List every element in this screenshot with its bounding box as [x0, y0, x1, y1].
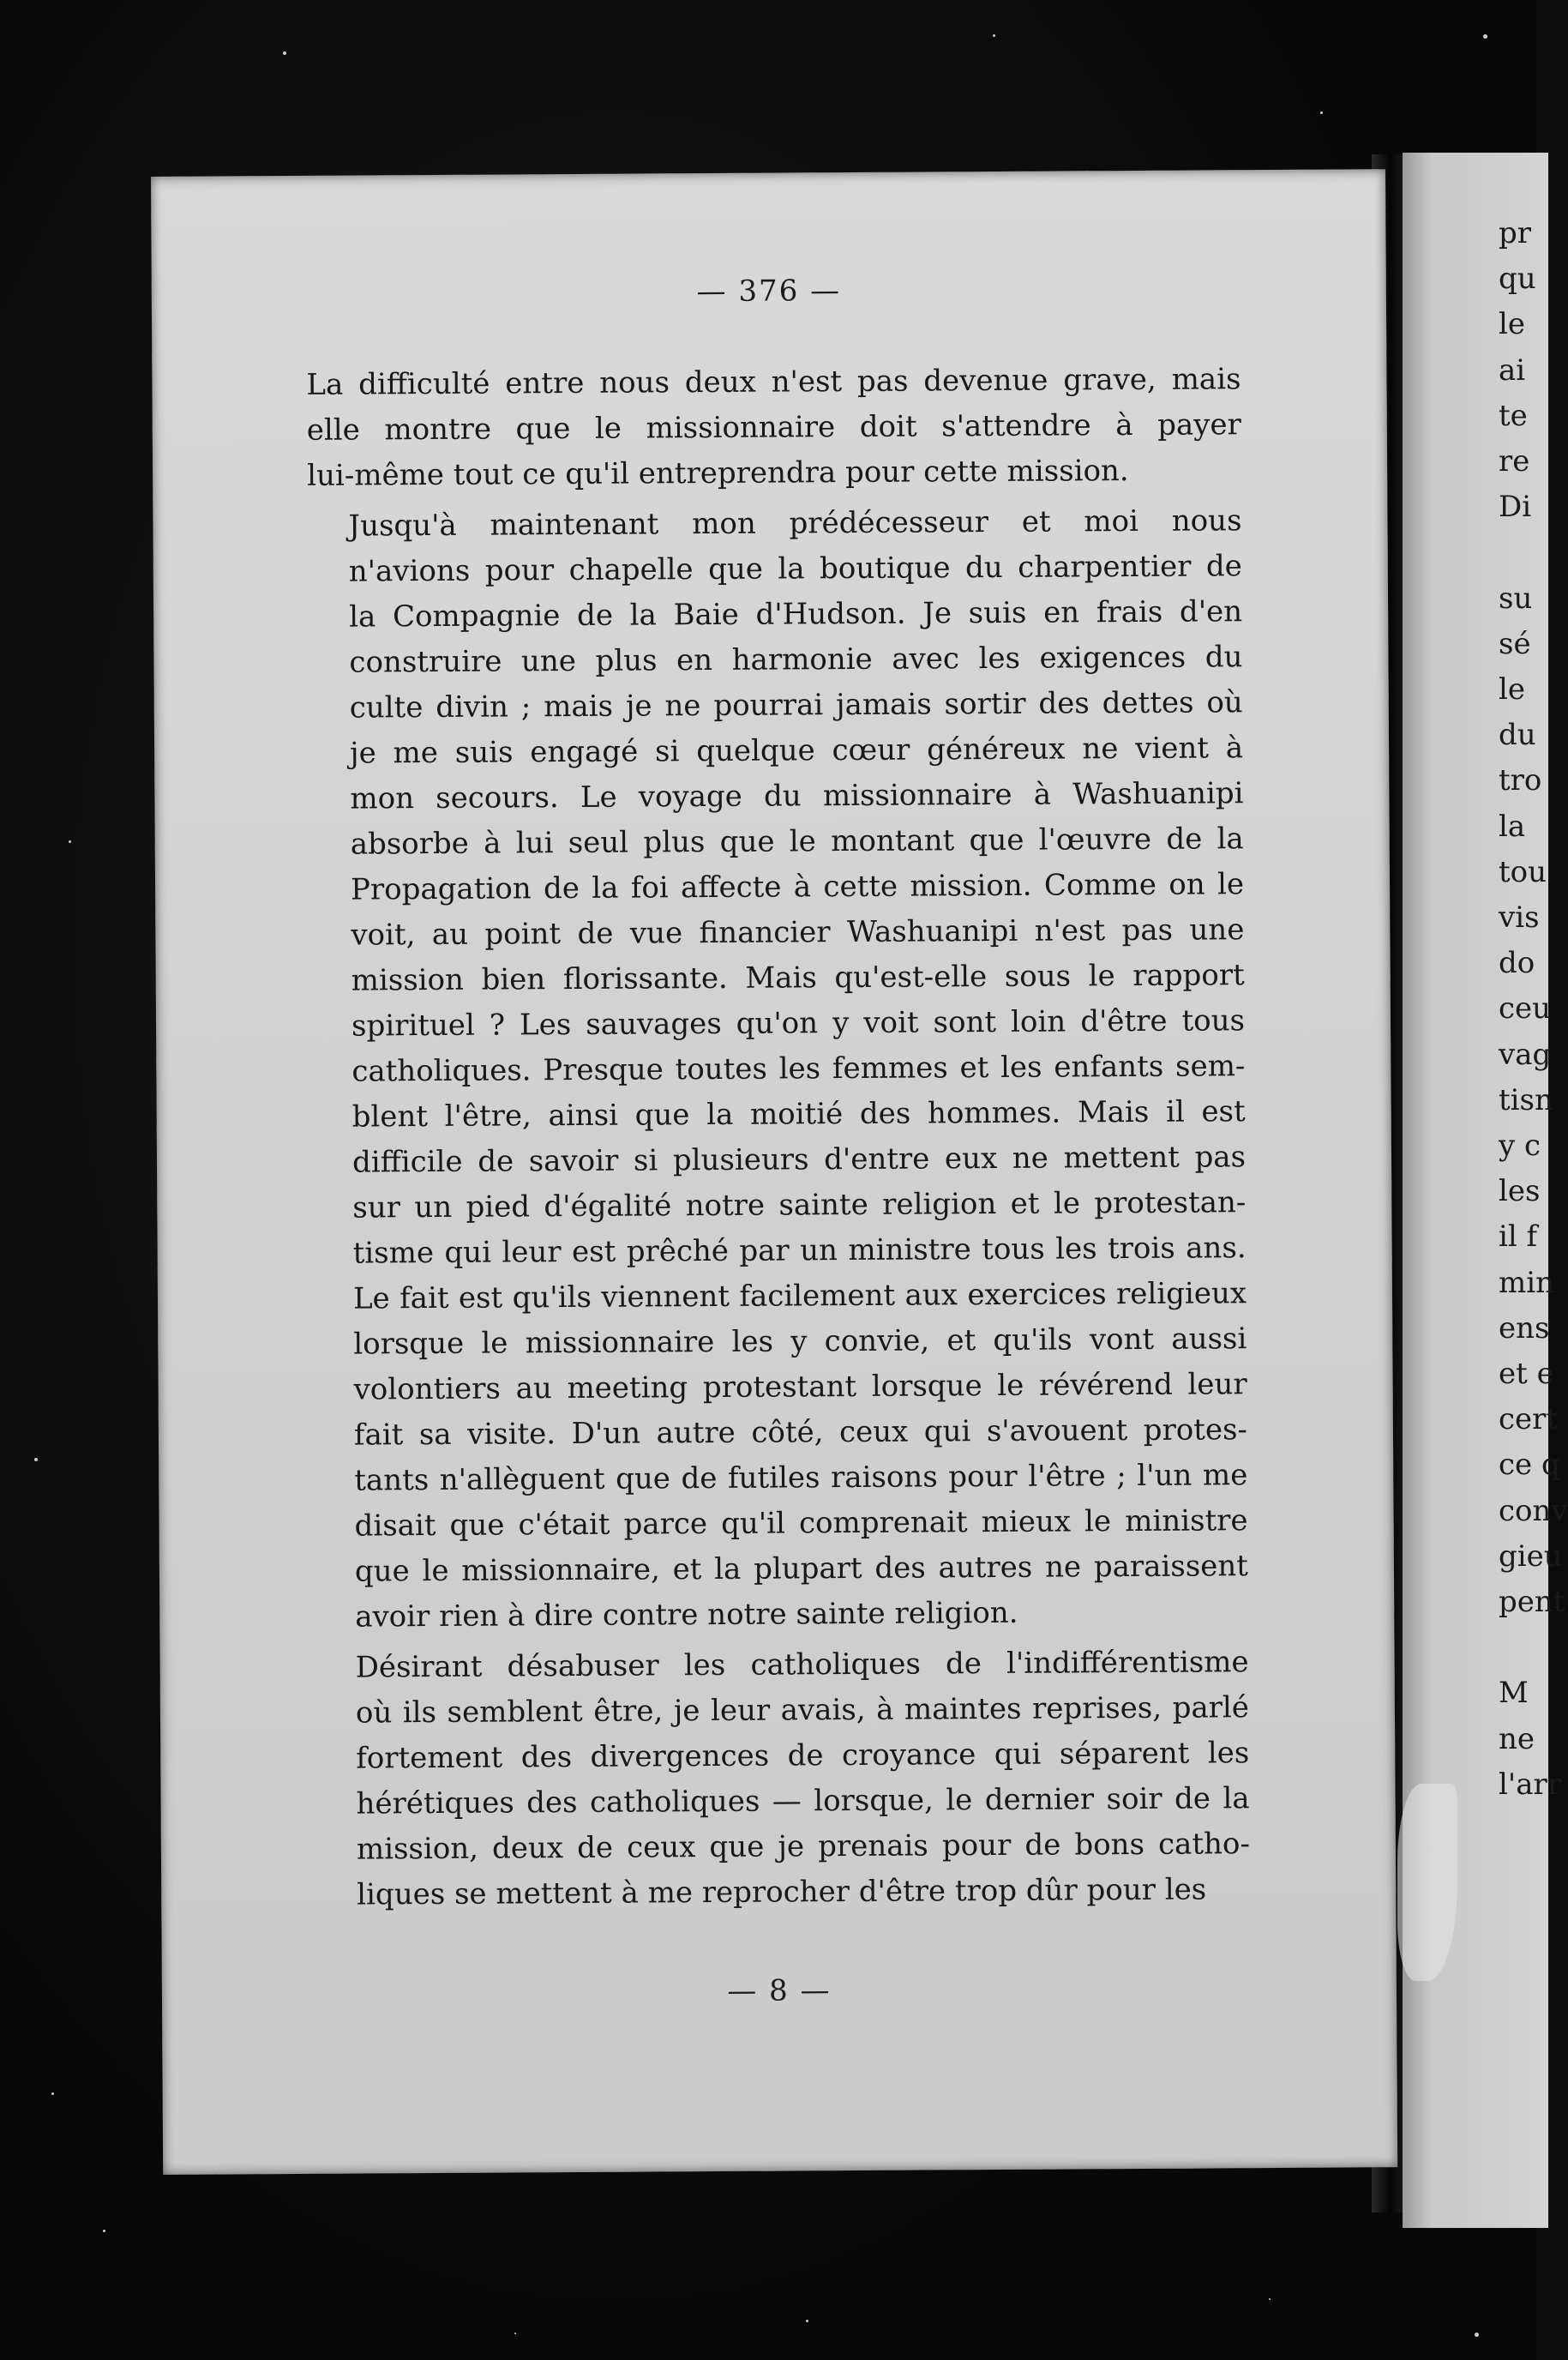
- text-line: Le fait est qu'ils viennent facilement aux exercices religieux: [352, 1276, 1247, 1316]
- facing-page-fragment: te: [1499, 398, 1528, 433]
- facing-page-fragment: pent: [1499, 1585, 1565, 1619]
- page-header: — 376 —: [696, 274, 842, 310]
- dust-speck: [283, 51, 286, 55]
- dust-speck: [1320, 111, 1323, 114]
- facing-page-fragment: ai: [1499, 352, 1526, 388]
- text-line: n'avions pour chapelle que la boutique du charpentier de: [348, 549, 1242, 589]
- text-line: sur un pied d'égalité notre sainte religion et le protestan-: [352, 1185, 1247, 1225]
- text-line: tisme qui leur est prêché par un ministre tous les trois ans.: [352, 1231, 1247, 1271]
- facing-page-fragment: le: [1499, 307, 1525, 342]
- text-line: je me suis engagé si quelque cœur généreux ne vient à: [349, 731, 1244, 771]
- text-line: la Compagnie de la Baie d'Hudson. Je suis en frais d'en: [349, 594, 1243, 635]
- facing-page-fragment: tou: [1499, 854, 1547, 889]
- text-line: Propagation de la foi affecte à cette mission. Comme on le: [350, 867, 1245, 907]
- text-line: fortement des divergences de croyance qui séparent les: [356, 1736, 1250, 1776]
- dust-speck: [51, 2092, 54, 2095]
- dust-speck: [993, 34, 995, 37]
- facing-page-fragment: su: [1499, 581, 1533, 616]
- text-line: construire une plus en harmonie avec les exigences du: [349, 640, 1243, 680]
- text-line: où ils semblent être, je leur avais, à maintes reprises, parlé: [355, 1690, 1250, 1731]
- facing-page-fragment: les: [1499, 1174, 1541, 1209]
- paragraph: [306, 357, 1241, 499]
- facing-page-fragment: gieu: [1499, 1538, 1563, 1574]
- text-line: disait que c'était parce qu'il comprenait mieux le ministre: [354, 1503, 1248, 1544]
- text-line: liques se mettent à me reprocher d'être trop dûr pour les: [357, 1872, 1207, 1912]
- facing-page-fragment: re: [1499, 444, 1530, 479]
- text-line: tants n'allèguent que de futiles raisons pour l'être ; l'un me: [354, 1458, 1248, 1498]
- text-line: avoir rien à dire contre notre sainte religion.: [355, 1595, 1018, 1635]
- text-line: elle montre que le missionnaire doit s'attendre à payer: [306, 407, 1241, 448]
- dust-speck: [1269, 2298, 1271, 2300]
- text-line: mission bien florissante. Mais qu'est-elle sous le rapport: [351, 958, 1245, 998]
- page-body: [306, 357, 1250, 1924]
- dust-speck: [1483, 34, 1487, 39]
- dust-speck: [514, 2333, 516, 2334]
- paragraph: [307, 498, 1248, 1641]
- facing-page-fragment: vis: [1499, 900, 1540, 935]
- facing-page-fragment: ceu: [1499, 991, 1552, 1026]
- text-line: mission, deux de ceux que je prenais pour de bons catho-: [356, 1827, 1251, 1867]
- facing-page-fragment: tisn: [1499, 1082, 1553, 1117]
- facing-page-fragment: Di: [1499, 490, 1532, 525]
- dust-speck: [34, 1458, 38, 1461]
- text-line: La difficulté entre nous deux n'est pas devenue grave, mais: [306, 362, 1241, 402]
- text-line: difficile de savoir si plusieurs d'entre eux ne mettent pas: [351, 1140, 1247, 1180]
- text-line: blent l'être, ainsi que la moitié des hommes. Mais il est: [351, 1094, 1246, 1135]
- facing-page-fragment: min: [1499, 1265, 1555, 1300]
- text-line: fait sa visite. D'un autre côté, ceux qui s'avouent protes-: [353, 1412, 1248, 1453]
- dust-speck: [806, 2320, 808, 2322]
- facing-page-fragment: qu: [1499, 262, 1536, 297]
- facing-page-fragment: du: [1499, 718, 1536, 753]
- facing-page-fragment: y c: [1499, 1129, 1541, 1163]
- paragraph: [314, 1640, 1250, 1918]
- dust-speck: [1475, 2333, 1479, 2337]
- facing-page-fragment: et e: [1499, 1357, 1554, 1391]
- facing-page-fragment: vag: [1499, 1037, 1552, 1072]
- torn-edge: [1397, 1784, 1457, 1981]
- facing-page-fragment: cert: [1499, 1402, 1559, 1437]
- dust-speck: [69, 840, 71, 843]
- facing-page-fragment: pr: [1499, 216, 1532, 250]
- text-line: culte divin ; mais je ne pourrai jamais sortir des dettes où: [349, 685, 1243, 725]
- text-line: voit, au point de vue financier Washuanipi n'est pas une: [351, 912, 1245, 953]
- facing-page-fragment: M: [1499, 1676, 1529, 1711]
- text-line: lorsque le missionnaire les y convie, et qu'ils vont aussi: [353, 1321, 1247, 1362]
- dust-speck: [103, 2230, 105, 2232]
- page-footer: — 8 —: [727, 1973, 832, 2008]
- facing-page-fragment: le: [1499, 672, 1525, 707]
- text-line: lui-même tout ce qu'il entreprendra pour cette mission.: [307, 454, 1129, 493]
- facing-page-fragment: la: [1499, 809, 1526, 844]
- facing-page-fragment: ens: [1499, 1310, 1550, 1346]
- facing-page-fragment: il f: [1499, 1219, 1538, 1255]
- text-line: catholiques. Presque toutes les femmes et les enfants sem-: [351, 1049, 1246, 1089]
- text-line: Jusqu'à maintenant mon prédécesseur et moi nous: [348, 503, 1242, 544]
- text-line: hérétiques des catholiques — lorsque, le dernier soir de la: [356, 1781, 1250, 1821]
- text-line: Désirant désabuser les catholiques de l'indifférentisme: [355, 1645, 1249, 1685]
- left-page: [151, 169, 1397, 2175]
- text-line: volontiers au meeting protestant lorsque le révérend leur: [353, 1367, 1247, 1407]
- text-line: que le missionnaire, et la plupart des autres ne paraissent: [354, 1549, 1249, 1589]
- text-line: mon secours. Le voyage du missionnaire à Washuanipi: [350, 776, 1244, 816]
- text-line: absorbe à lui seul plus que le montant que l'œuvre de la: [350, 822, 1244, 862]
- facing-page-fragment: sé: [1499, 626, 1531, 661]
- facing-page-fragment: do: [1499, 946, 1535, 981]
- facing-page-fragment: ne: [1499, 1721, 1535, 1756]
- text-line: spirituel ? Les sauvages qu'on y voit sont loin d'être tous: [351, 1003, 1246, 1044]
- facing-page-fragment: conv: [1499, 1493, 1568, 1528]
- facing-page-fragment: l'arr: [1499, 1767, 1561, 1802]
- facing-page-fragment: ce q: [1499, 1448, 1560, 1483]
- facing-page-fragment: tro: [1499, 763, 1542, 798]
